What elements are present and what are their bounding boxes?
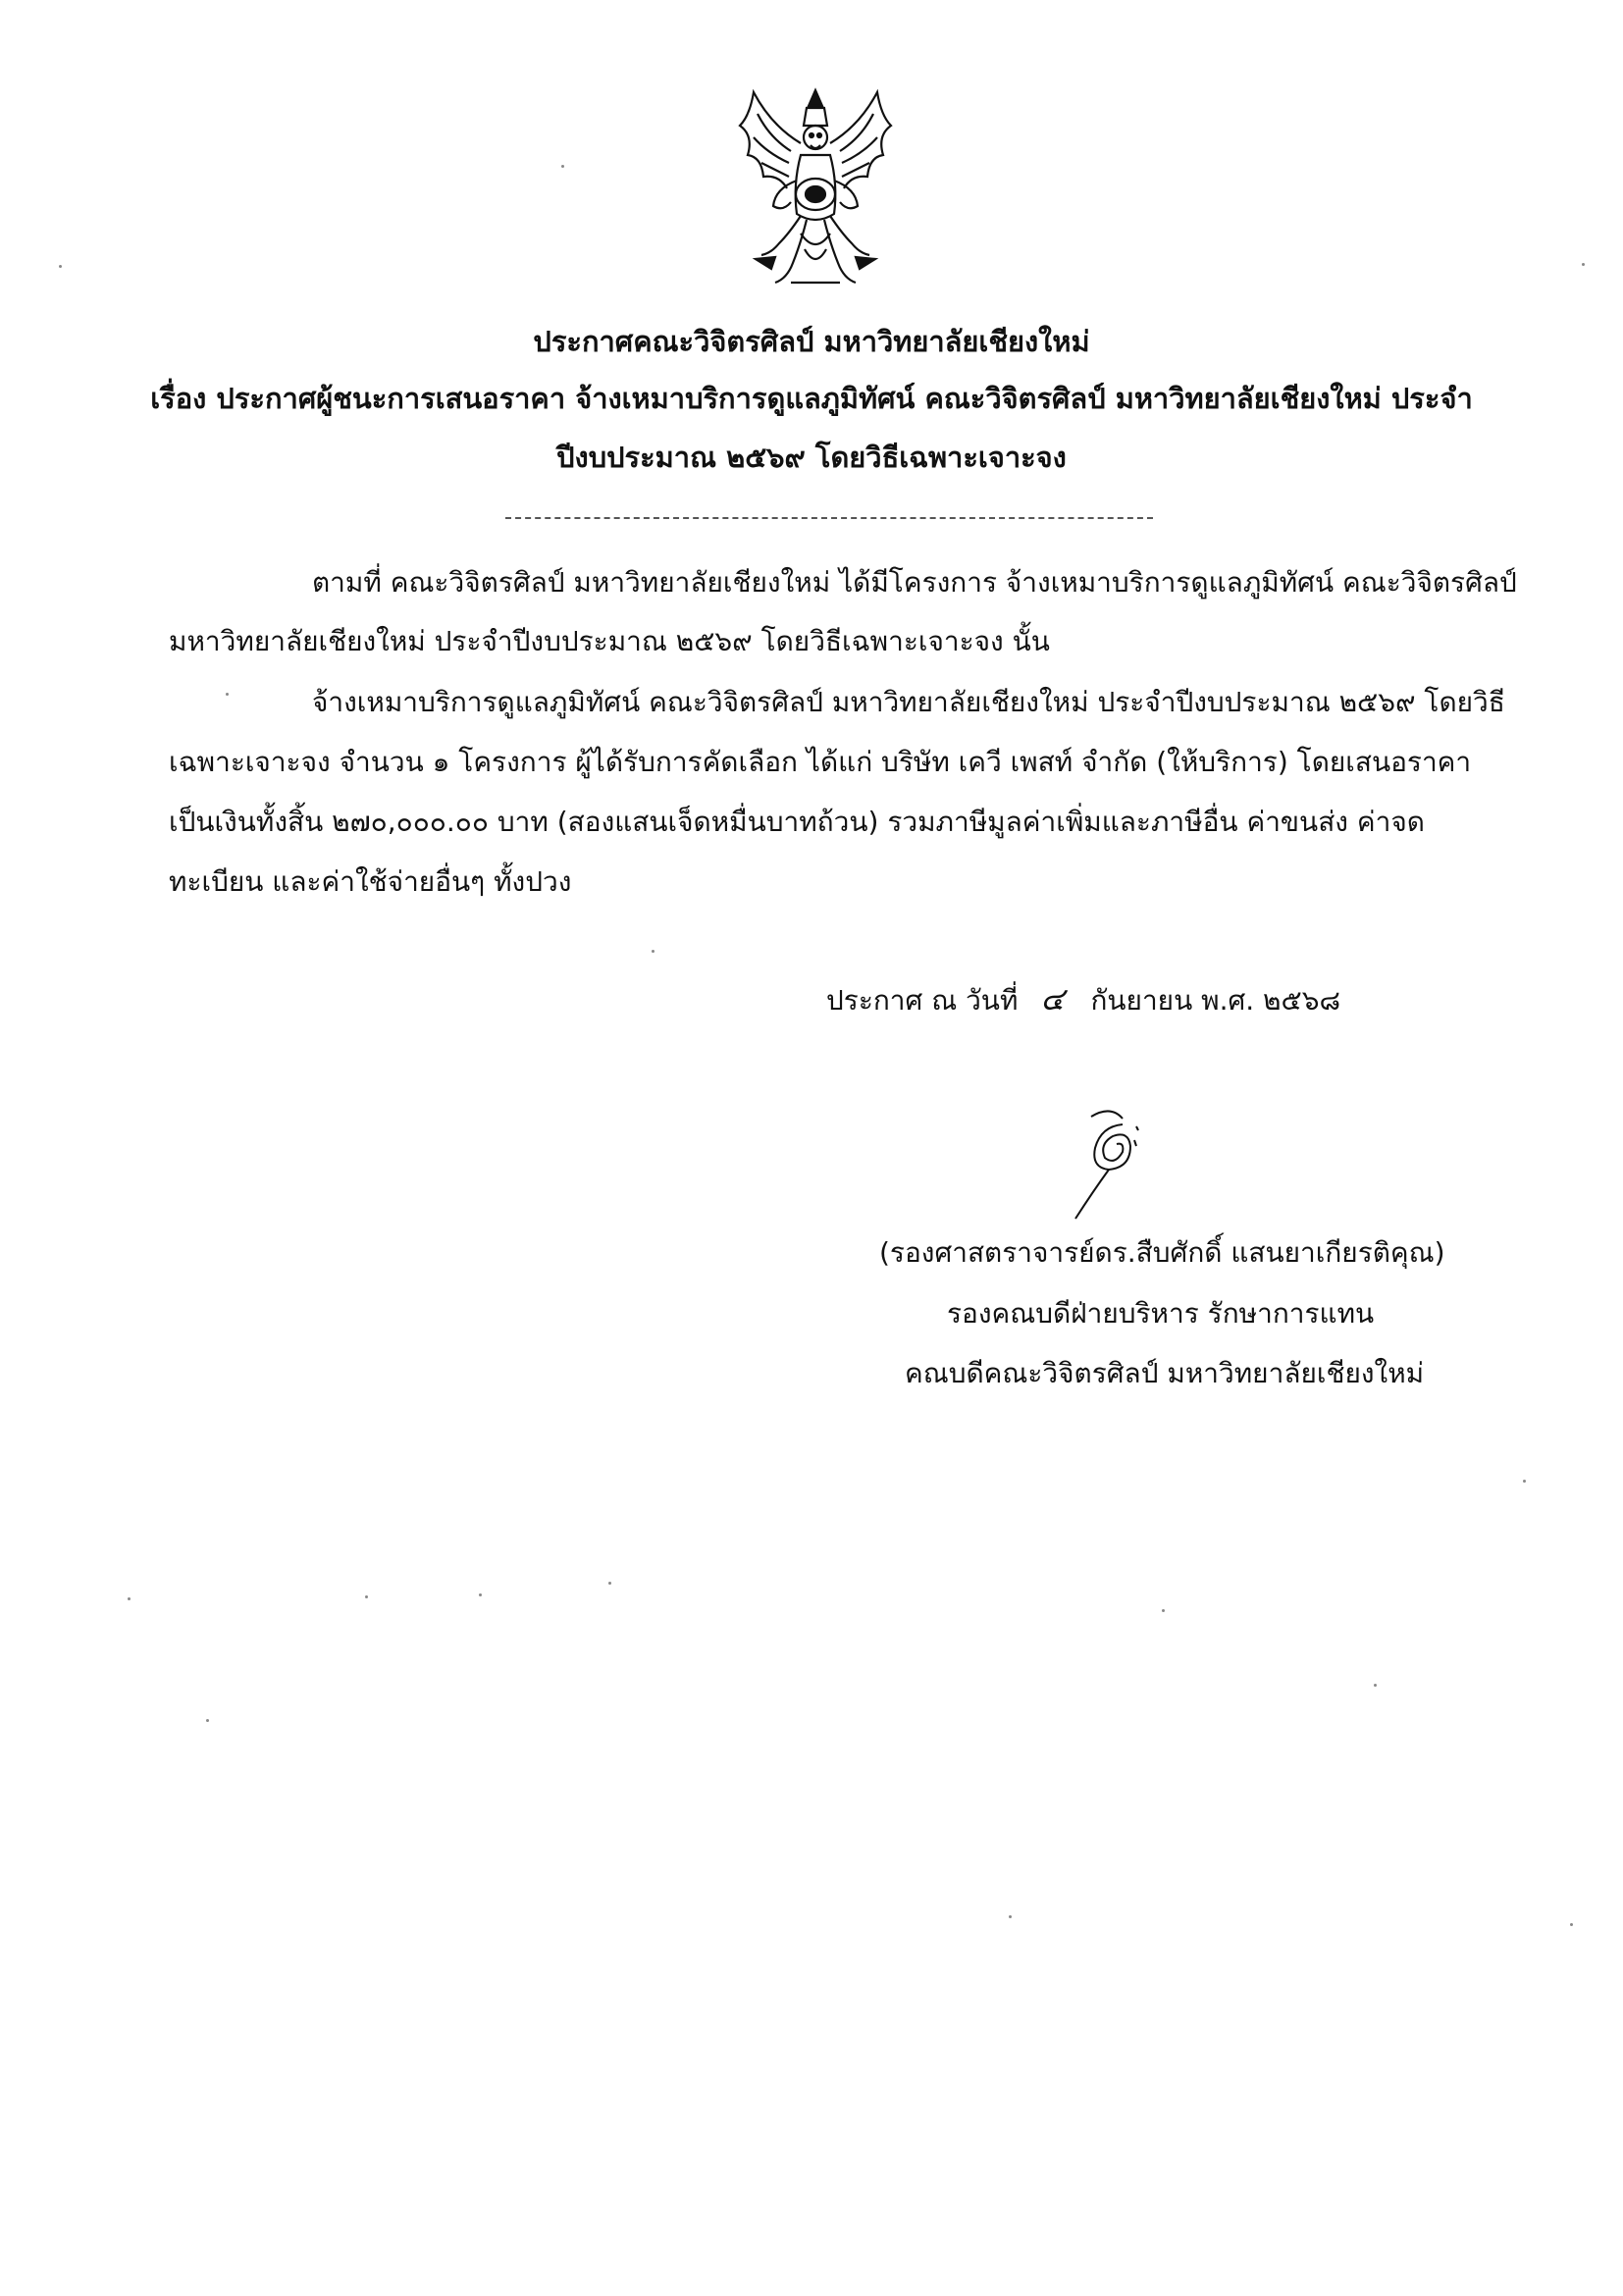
scan-speck — [608, 1582, 611, 1585]
subject-line-1: เรื่อง ประกาศผู้ชนะการเสนอราคา จ้างเหมาบริการดูแลภูมิทัศน์ คณะวิจิตรศิลป์ มหาวิทยาลัยเชียงใหม่ ประจำ — [150, 382, 1473, 415]
scan-speck — [128, 1597, 131, 1600]
announcement-title: ประกาศคณะวิจิตรศิลป์ มหาวิทยาลัยเชียงใหม่ — [533, 325, 1090, 358]
paragraph2-line4: ทะเบียน และค่าใช้จ่ายอื่นๆ ทั้งปวง — [169, 865, 572, 898]
scan-speck — [1162, 1609, 1165, 1612]
date-prefix: ประกาศ ณ วันที่ — [826, 984, 1019, 1017]
scan-speck — [1374, 1684, 1377, 1687]
scan-speck — [652, 950, 654, 953]
date-day: ๔ — [1040, 980, 1065, 1018]
handwritten-signature — [1052, 1097, 1170, 1225]
scan-speck — [226, 693, 229, 696]
paragraph2-line2: เฉพาะเจาะจง จำนวน ๑ โครงการ ผู้ได้รับการคัดเลือก ได้แก่ บริษัท เควี เพสท์ จำกัด (ให้บริการ) โดยเสนอราคา — [169, 746, 1472, 778]
scan-speck — [1009, 1915, 1012, 1918]
subject-line-2: ปีงบประมาณ ๒๕๖๙ โดยวิธีเฉพาะเจาะจง — [556, 441, 1067, 474]
signatory-position-2: คณบดีคณะวิจิตรศิลป์ มหาวิทยาลัยเชียงใหม่ — [905, 1357, 1425, 1389]
signatory-position-1: รองคณบดีฝ่ายบริหาร รักษาการแทน — [947, 1297, 1375, 1330]
scan-speck — [59, 265, 62, 268]
paragraph1-line2: มหาวิทยาลัยเชียงใหม่ ประจำปีงบประมาณ ๒๕๖๙ โดยวิธีเฉพาะเจาะจง นั้น — [169, 625, 1050, 657]
scan-speck — [365, 1595, 368, 1598]
scan-speck — [479, 1593, 482, 1596]
announcement-date — [826, 979, 1340, 1020]
paragraph2-line3: เป็นเงินทั้งสิ้น ๒๗๐,๐๐๐.๐๐ บาท (สองแสนเจ็ดหมื่นบาทถ้วน) รวมภาษีมูลค่าเพิ่มและภาษีอื่น ค่าขนส่ง ค่าจด — [169, 806, 1425, 838]
dashed-divider — [505, 517, 1153, 519]
scan-speck — [1570, 1923, 1573, 1926]
scan-speck — [1582, 263, 1585, 266]
scan-speck — [561, 165, 564, 168]
scan-speck — [206, 1719, 209, 1722]
signatory-name: (รองศาสตราจารย์ดร.สืบศักดิ์ แสนยาเกียรติคุณ) — [879, 1236, 1445, 1269]
date-month-year: กันยายน พ.ศ. ๒๕๖๘ — [1090, 984, 1341, 1017]
scan-speck — [1523, 1480, 1526, 1483]
paragraph2-line1: จ้างเหมาบริการดูแลภูมิทัศน์ คณะวิจิตรศิลป์ มหาวิทยาลัยเชียงใหม่ ประจำปีงบประมาณ ๒๕๖๙ โดยวิธี — [312, 686, 1505, 718]
garuda-emblem-icon — [732, 86, 899, 294]
paragraph1-line1: ตามที่ คณะวิจิตรศิลป์ มหาวิทยาลัยเชียงใหม่ ได้มีโครงการ จ้างเหมาบริการดูแลภูมิทัศน์ คณะวิจิตรศิลป์ — [312, 566, 1517, 599]
